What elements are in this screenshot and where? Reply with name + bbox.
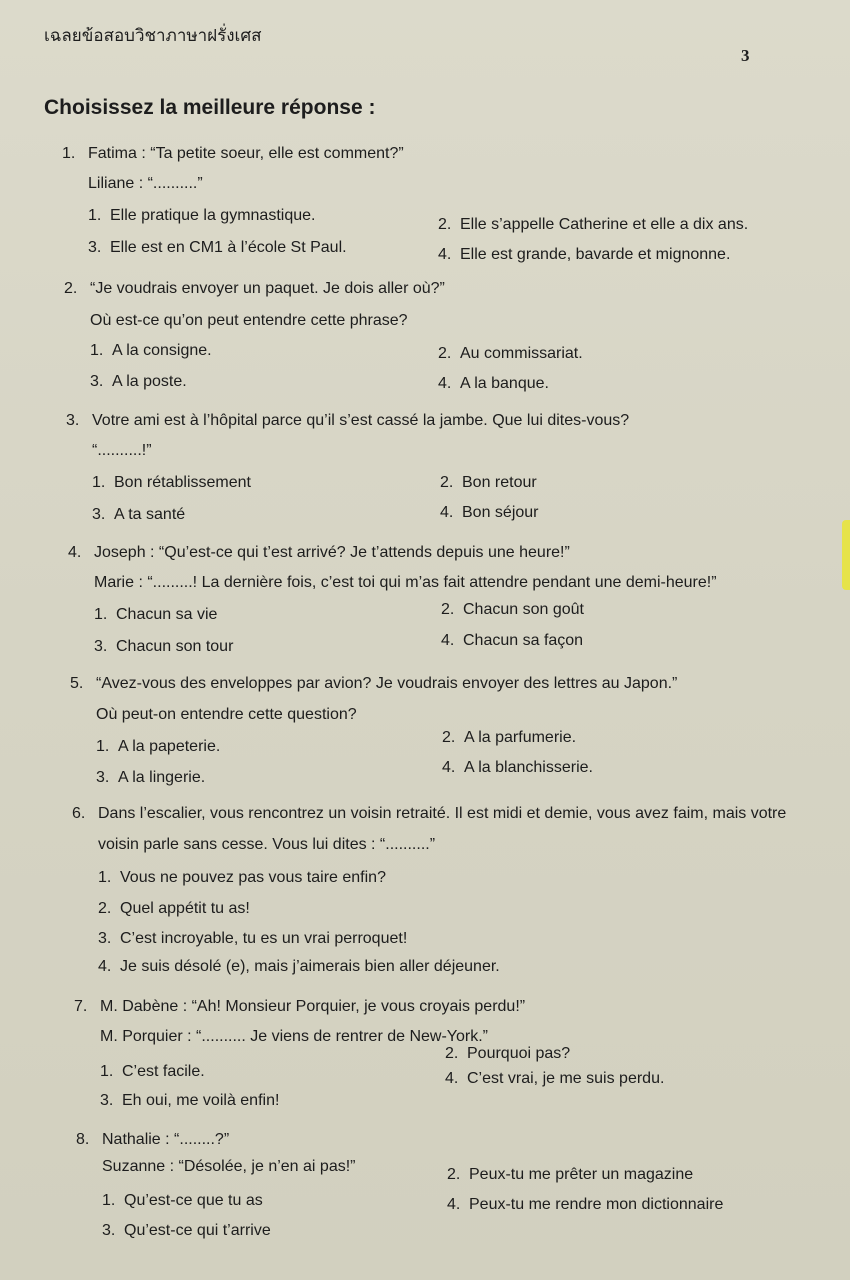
option: 1. Qu’est-ce que tu as xyxy=(102,1192,263,1209)
option: 4. A la banque. xyxy=(438,375,549,392)
question-8-line-2: Suzanne : “Désolée, je n’en ai pas!” xyxy=(102,1158,356,1175)
option: 4. C’est vrai, je me suis perdu. xyxy=(445,1070,665,1087)
option: 4. Elle est grande, bavarde et mignonne. xyxy=(438,246,731,263)
option: 1. Vous ne pouvez pas vous taire enfin? xyxy=(98,869,386,886)
question-number: 6. xyxy=(72,805,86,822)
option: 2. Quel appétit tu as! xyxy=(98,900,250,917)
question-text: Nathalie : “........?” xyxy=(102,1131,230,1148)
question-1-line-2: Liliane : “..........” xyxy=(88,175,203,192)
question-3-line-2: “..........!” xyxy=(92,442,152,459)
question-1-line-1 xyxy=(62,145,404,163)
question-number: 7. xyxy=(74,998,88,1015)
question-number: 1. xyxy=(62,145,76,162)
option: 2. A la parfumerie. xyxy=(442,729,577,746)
question-4-line-1 xyxy=(68,544,570,562)
question-number: 8. xyxy=(76,1131,90,1148)
option: 3. A ta santé xyxy=(92,506,186,523)
question-7-line-1 xyxy=(74,998,525,1016)
option: 2. Au commissariat. xyxy=(438,345,583,362)
question-number: 2. xyxy=(64,280,78,297)
option: 1. A la papeterie. xyxy=(96,738,221,755)
option: 3. C’est incroyable, tu es un vrai perroquet! xyxy=(98,930,408,947)
option: 3. A la lingerie. xyxy=(96,769,206,786)
section-title: Choisissez la meilleure réponse : xyxy=(44,96,376,119)
question-number: 4. xyxy=(68,544,82,561)
option: 3. Qu’est-ce qui t’arrive xyxy=(102,1222,271,1239)
option: 4. Je suis désolé (e), mais j’aimerais bien aller déjeuner. xyxy=(98,958,500,975)
header-title: เฉลยข้อสอบวิชาภาษาฝรั่งเศส xyxy=(44,26,262,46)
option: 4. Peux-tu me rendre mon dictionnaire xyxy=(447,1196,724,1213)
highlighter-mark xyxy=(842,520,850,590)
option: 4. Bon séjour xyxy=(440,504,539,521)
option: 4. A la blanchisserie. xyxy=(442,759,593,776)
question-6-line-1 xyxy=(72,805,786,823)
question-text: Fatima : “Ta petite soeur, elle est comment?” xyxy=(88,145,404,162)
question-text: “Avez-vous des enveloppes par avion? Je voudrais envoyer des lettres au Japon.” xyxy=(96,675,678,692)
question-number: 5. xyxy=(70,675,84,692)
option: 1. Chacun sa vie xyxy=(94,606,218,623)
option: 3. Eh oui, me voilà enfin! xyxy=(100,1092,280,1109)
option: 4. Chacun sa façon xyxy=(441,632,584,649)
option: 3. Chacun son tour xyxy=(94,638,234,655)
question-5-line-2: Où peut-on entendre cette question? xyxy=(96,706,357,723)
option: 2. Chacun son goût xyxy=(441,601,584,618)
question-3-line-1 xyxy=(66,412,629,430)
question-text: M. Dabène : “Ah! Monsieur Porquier, je vous croyais perdu!” xyxy=(100,998,526,1015)
question-8-line-1 xyxy=(76,1131,229,1149)
question-7-line-2: M. Porquier : “.......... Je viens de rentrer de New-York.” xyxy=(100,1028,488,1045)
page-number: 3 xyxy=(741,46,750,65)
option: 2. Peux-tu me prêter un magazine xyxy=(447,1166,694,1183)
question-4-line-2: Marie : “.........! La dernière fois, c’est toi qui m’as fait attendre pendant une demi-heure!” xyxy=(94,574,717,591)
question-text: “Je voudrais envoyer un paquet. Je dois aller où?” xyxy=(90,280,445,297)
question-text: Dans l’escalier, vous rencontrez un voisin retraité. Il est midi et demie, vous avez faim, mais votre xyxy=(98,805,787,822)
option: 2. Elle s’appelle Catherine et elle a dix ans. xyxy=(438,216,749,233)
option: 1. C’est facile. xyxy=(100,1063,205,1080)
question-2-line-2: Où est-ce qu’on peut entendre cette phrase? xyxy=(90,312,408,329)
question-text: Joseph : “Qu’est-ce qui t’est arrivé? Je t’attends depuis une heure!” xyxy=(94,544,570,561)
option: 1. Elle pratique la gymnastique. xyxy=(88,207,316,224)
option: 3. A la poste. xyxy=(90,373,187,390)
option: 3. Elle est en CM1 à l’école St Paul. xyxy=(88,239,347,256)
question-number: 3. xyxy=(66,412,80,429)
question-2-line-1 xyxy=(64,280,445,298)
option: 2. Pourquoi pas? xyxy=(445,1045,571,1062)
question-6-line-2: voisin parle sans cesse. Vous lui dites : “..........” xyxy=(98,836,436,853)
question-5-line-1 xyxy=(70,675,677,693)
option: 2. Bon retour xyxy=(440,474,537,491)
question-text: Votre ami est à l’hôpital parce qu’il s’est cassé la jambe. Que lui dites-vous? xyxy=(92,412,630,429)
option: 1. A la consigne. xyxy=(90,342,212,359)
option: 1. Bon rétablissement xyxy=(92,474,251,491)
